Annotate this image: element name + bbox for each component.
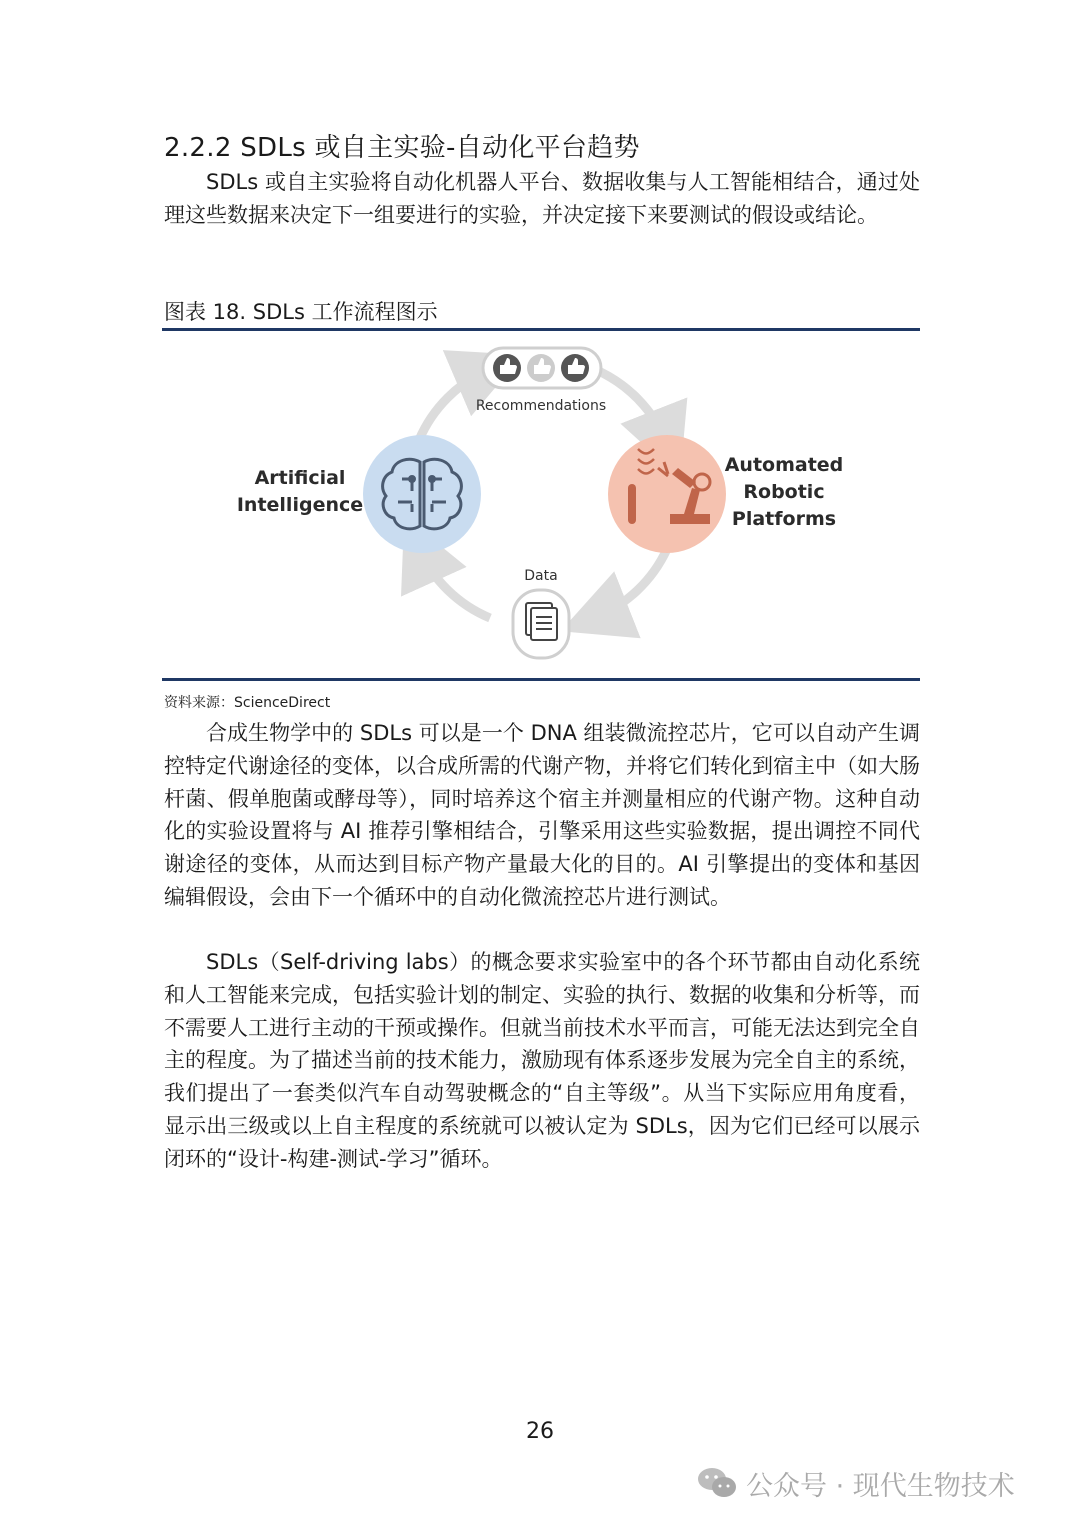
body-paragraph-2: 合成生物学中的 SDLs 可以是一个 DNA 组装微流控芯片，它可以自动产生调控特定代谢途径的变体，以合成所需的代谢产物，并将它们转化到宿主中（如大肠杆菌、假单胞菌或酵母等），同时培养这个宿主并测量相应的代谢产物。这种自动化的实验设置将与 AI 推荐引擎相结合，引擎采用这些实验数据，提出调控不同代谢途径的变体，从而达到目标产物产量最大化的目的。AI 引擎提出的变体和基因编辑假设，会由下一个循环中的自动化微流控芯片进行测试。 <box>164 721 920 909</box>
figure-title: 图表 18. SDLs 工作流程图示 <box>164 300 438 324</box>
sdl-cycle-diagram <box>162 334 920 674</box>
section-heading: 2.2.2 SDLs 或自主实验-自动化平台趋势 <box>164 133 640 163</box>
figure-source: 资料来源：ScienceDirect <box>164 695 331 711</box>
arp-label-line3: Platforms <box>731 508 837 530</box>
ai-label-line2: Intelligence <box>236 494 364 516</box>
body-paragraph-3: SDLs（Self-driving labs）的概念要求实验室中的各个环节都由自动化系统和人工智能来完成，包括实验计划的制定、实验的执行、数据的收集和分析等，而不需要人工进行主动的干预或操作。但就当前技术水平而言，可能无法达到完全自主的程度。为了描述当前的技术能力，激励现有体系逐步发展为完全自主的系统，我们提出了一套类似汽车自动驾驶概念的“自主等级”。从当下实际应用角度看，显示出三级或以上自主程度的系统就可以被认定为 SDLs，因为它们已经可以展示闭环的“设计-构建-测试-学习”循环。 <box>164 950 920 1171</box>
recommendations-node <box>483 348 601 388</box>
watermark-text: 公众号 · 现代生物技术 <box>746 1470 1015 1502</box>
recommendations-label: Recommendations <box>475 398 607 414</box>
cycle-arrow-bottom-right <box>594 549 667 618</box>
ai-node <box>363 435 481 553</box>
figure-bottom-rule <box>162 678 920 681</box>
thumbs-up-icon <box>561 354 589 382</box>
thumbs-up-icon <box>493 354 521 382</box>
page-number: 26 <box>526 1419 554 1444</box>
arp-node <box>608 435 726 553</box>
ai-label-line1: Artificial <box>254 467 346 489</box>
watermark <box>696 1463 1015 1503</box>
arp-label-line1: Automated <box>724 454 844 476</box>
thumbs-up-icon <box>527 354 555 382</box>
data-label: Data <box>524 568 558 584</box>
data-node <box>513 590 569 658</box>
wechat-icon <box>696 1465 738 1501</box>
intro-paragraph: SDLs 或自主实验将自动化机器人平台、数据收集与人工智能相结合，通过处理这些数据来决定下一组要进行的实验，并决定接下来要测试的假设或结论。 <box>164 170 920 227</box>
cycle-arrow-bottom-left <box>419 549 490 618</box>
figure-top-rule <box>162 328 920 331</box>
document-icon <box>526 603 557 640</box>
arp-label-line2: Robotic <box>743 481 825 503</box>
